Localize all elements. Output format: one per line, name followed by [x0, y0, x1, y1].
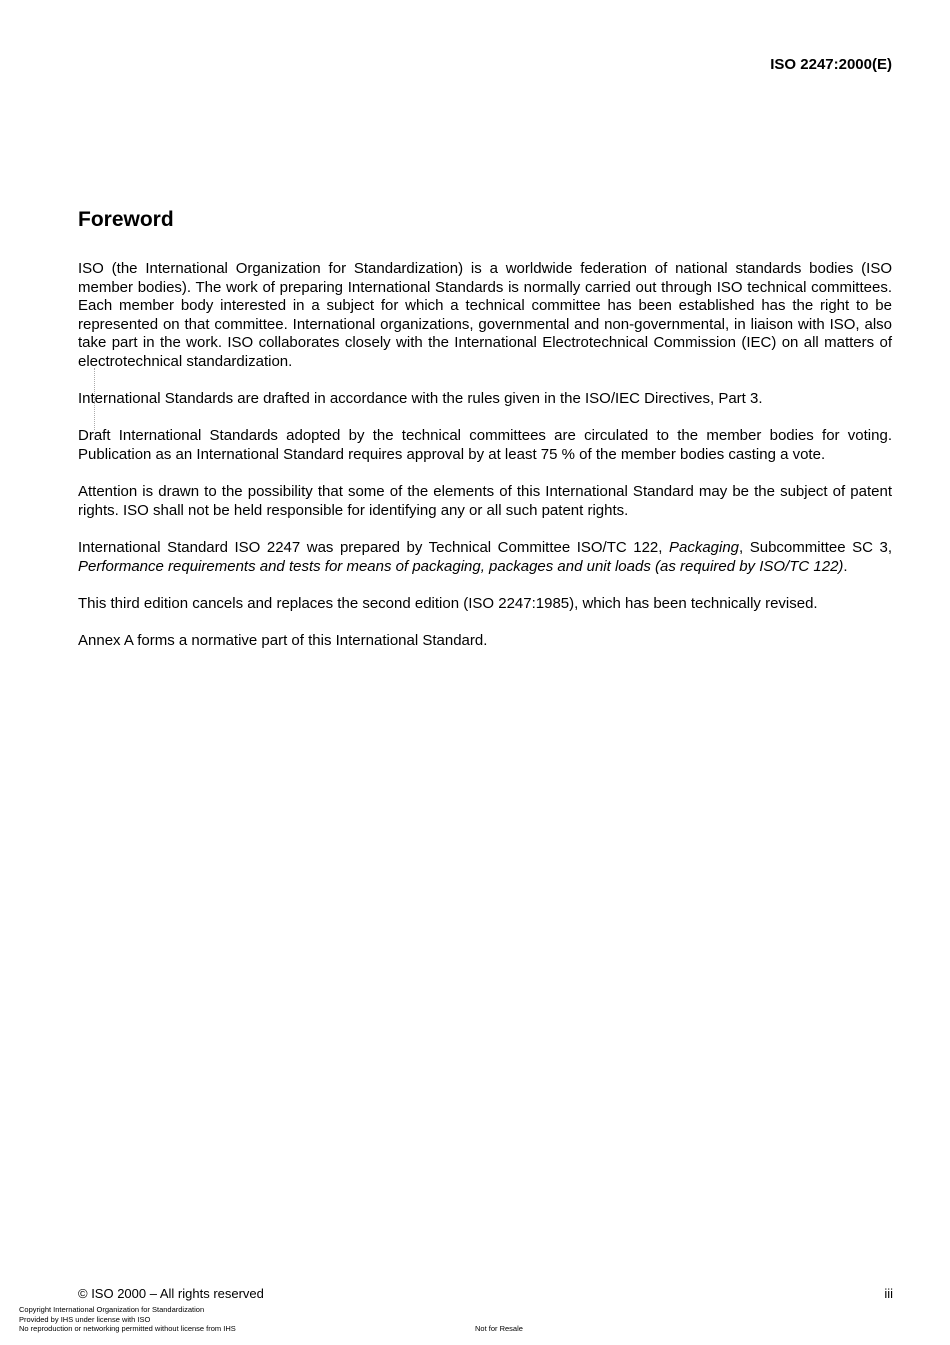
license-notice [19, 1305, 236, 1334]
resale-notice: Not for Resale [475, 1324, 523, 1333]
text: , Subcommittee SC 3, [739, 538, 892, 556]
paragraph: This third edition cancels and replaces the second edition (ISO 2247:1985), which has been technically revised. [78, 594, 818, 612]
license-line: Copyright International Organization for Standardization [19, 1305, 205, 1314]
foreword-body [78, 260, 892, 669]
paragraph: Attention is drawn to the possibility that some of the elements of this International Standard may be the subject of patent rights. ISO shall not be held responsible for identifying any or all such patent rights. [78, 483, 892, 519]
text: . [843, 557, 848, 575]
page-number: iii [884, 1286, 893, 1301]
license-line: No reproduction or networking permitted without license from IHS [19, 1324, 236, 1333]
paragraph: ISO (the International Organization for Standardization) is a worldwide federation of national standards bodies (ISO member bodies). The work of preparing International Standards is normally carried out through ISO technical committees. Each member body interested in a subject for which a technical committee has been established has the right to be represented on that committee. International organizations, governmental and non-governmental, in liaison with ISO, also take part in the work. ISO collaborates closely with the International Electrotechnical Commission (IEC) on all matters of electrotechnical standardization. [78, 260, 892, 370]
document-id-header: ISO 2247:2000(E) [770, 56, 892, 73]
paragraph: Draft International Standards adopted by the technical committees are circulated to the member bodies for voting. Publication as an International Standard requires approval by at least 75 % of the member bodies casting a vote. [78, 427, 892, 463]
page-title: Foreword [78, 208, 174, 231]
paragraph: International Standards are drafted in accordance with the rules given in the ISO/IEC Directives, Part 3. [78, 390, 763, 408]
italic-text: Packaging [668, 538, 740, 556]
paragraph [78, 539, 892, 576]
paragraph: Annex A forms a normative part of this International Standard. [78, 631, 488, 649]
license-line: Provided by IHS under license with ISO [19, 1314, 151, 1324]
italic-text: Performance requirements and tests for means of packaging, packages and unit loads (as required by ISO/TC 122) [78, 557, 844, 575]
footer-copyright: © ISO 2000 – All rights reserved [78, 1286, 264, 1301]
text: International Standard ISO 2247 was prepared by Technical Committee ISO/TC 122, [78, 538, 669, 556]
